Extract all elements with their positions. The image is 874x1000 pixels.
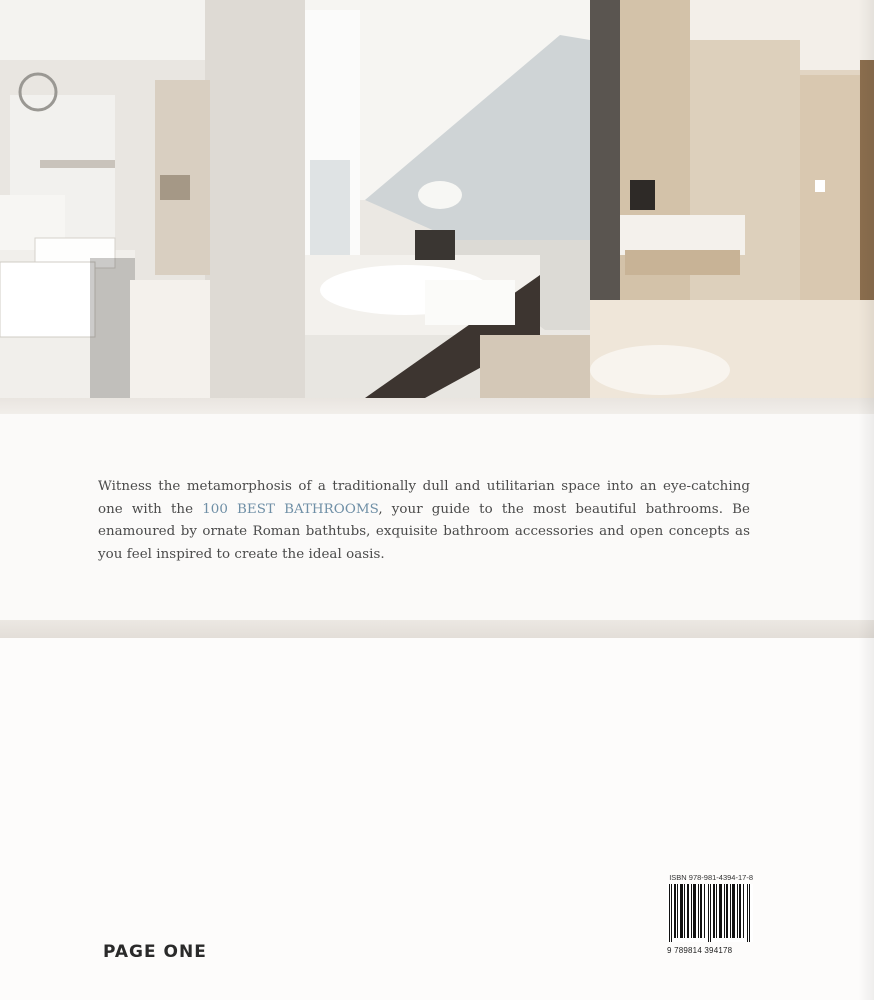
photo-vanity bbox=[0, 0, 305, 398]
cover-blurb bbox=[98, 476, 750, 566]
shower-image bbox=[590, 0, 874, 398]
isbn-label: ISBN 978-981-4394-17-8 bbox=[669, 873, 753, 882]
photo-bathtub bbox=[305, 0, 590, 398]
photo-shower bbox=[590, 0, 874, 398]
divider-band-bottom bbox=[0, 620, 874, 638]
barcode-icon bbox=[667, 884, 753, 942]
vanity-image bbox=[0, 0, 305, 398]
publisher-logo: PAGE ONE bbox=[103, 942, 207, 962]
divider-band-top bbox=[0, 398, 874, 414]
blurb-text-start: Witness the metamorphosis of a traditionally dull and utilitarian space into an eye-catching one with the bbox=[98, 479, 750, 517]
blurb-text-end: , your guide to the most beautiful bathrooms. Be enamoured by ornate Roman bathtubs, exquisite bathroom accessories and open concepts as you feel inspired to create the ideal oasis. bbox=[98, 501, 750, 562]
spine-edge-shadow bbox=[858, 0, 874, 1000]
isbn-block bbox=[667, 873, 753, 955]
photo-strip bbox=[0, 0, 874, 398]
book-title-highlight: 100 BEST BATHROOMS bbox=[202, 501, 379, 517]
bathtub-image bbox=[305, 0, 590, 398]
barcode-digits: 9 789814 394178 bbox=[667, 946, 733, 955]
